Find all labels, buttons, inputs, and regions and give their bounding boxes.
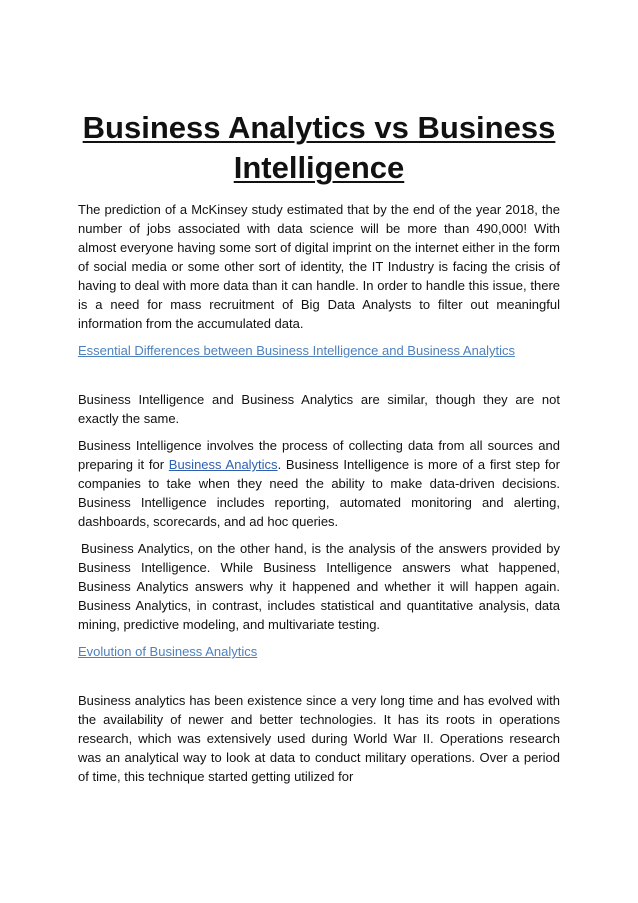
section1-paragraph-2 [78, 436, 560, 531]
section-heading-differences-link[interactable]: Essential Differences between Business Intelligence and Business Analytics [78, 343, 515, 358]
intro-paragraph: The prediction of a McKinsey study estimated that by the end of the year 2018, the number of jobs associated with data science will be more than 490,000! With almost everyone having some sort of digital imprint on the internet either in the form of social media or some other sort of identity, the IT Industry is facing the crisis of having to deal with more data than it can handle. In order to handle this issue, there is a need for mass recruitment of Big Data Analysts to filter out meaningful information from the accumulated data. [78, 202, 560, 331]
section2-paragraph-1: Business analytics has been existence since a very long time and has evolved with the availability of newer and better technologies. It has its roots in operations research, which was extensively used during World War II. Operations research was an analytical way to look at data to conduct military operations. Over a period of time, this technique started getting utilized for [78, 693, 560, 784]
document-title: Business Analytics vs Business Intelligence [82, 110, 556, 185]
business-analytics-link[interactable]: Business Analytics [168, 457, 278, 472]
section1-paragraph-2-text-before: Business Intelligence involves the process of collecting data from all sources and preparing it for [78, 438, 560, 472]
section-heading-evolution-link[interactable]: Evolution of Business Analytics [78, 644, 258, 659]
section1-paragraph-1: Business Intelligence and Business Analytics are similar, though they are not exactly the same. [78, 392, 560, 426]
document-page [78, 108, 560, 794]
section1-paragraph-3: Business Analytics, on the other hand, is the analysis of the answers provided by Business Intelligence. While Business Intelligence answers what happened, Business Analytics answers why it happened and whether it will happen again. Business Analytics, in contrast, includes statistical and quantitative analysis, data mining, predictive modeling, and multivariate testing. [78, 541, 560, 632]
section1-paragraph-2-text-after: . Business Intelligence is more of a first step for companies to take when they need the ability to make data-driven decisions. Business Intelligence includes reporting, automated monitoring and alerting, dashboards, scorecards, and ad hoc queries. [78, 457, 560, 529]
